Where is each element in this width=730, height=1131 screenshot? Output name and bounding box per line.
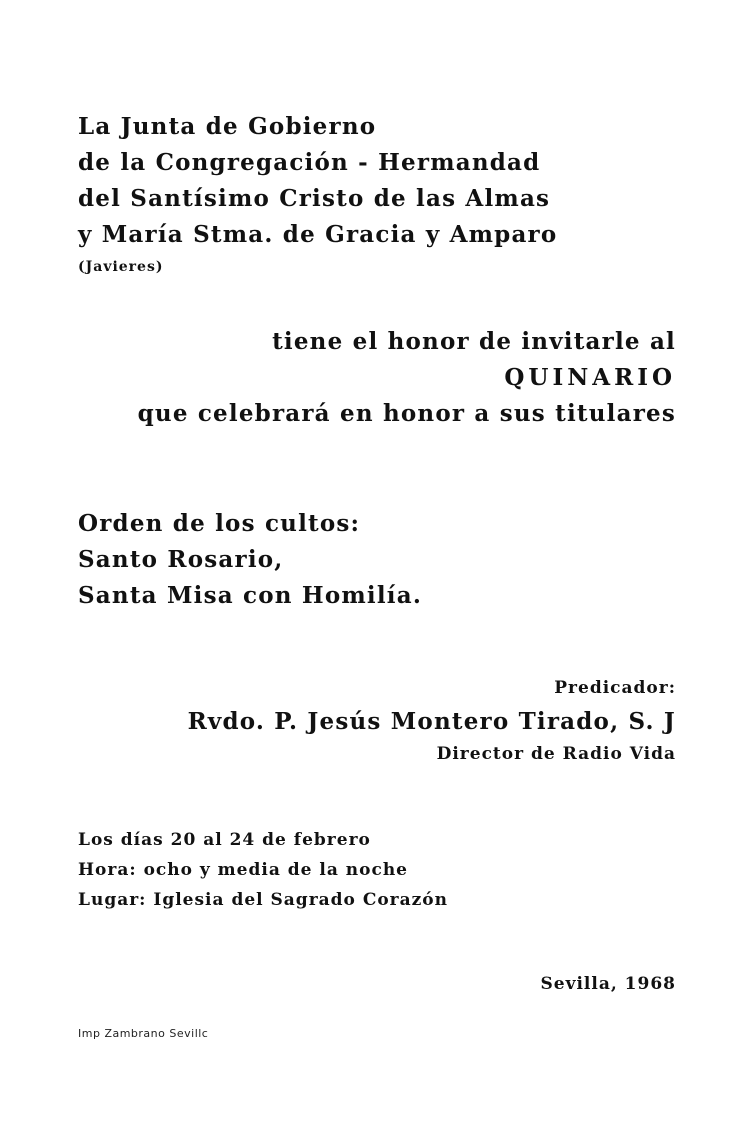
event-title: QUINARIO xyxy=(504,364,676,391)
header-line-1: La Junta de Gobierno xyxy=(78,113,377,140)
preacher-role: Director de Radio Vida xyxy=(436,744,676,764)
city-year: Sevilla, 1968 xyxy=(540,974,676,994)
invitation-line-3: que celebrará en honor a sus titulares xyxy=(137,400,676,427)
header-line-2: de la Congregación - Hermandad xyxy=(78,149,541,176)
worship-heading: Orden de los cultos: xyxy=(78,510,361,537)
worship-item-rosary: Santo Rosario, xyxy=(78,546,284,573)
invitation-line-1: tiene el honor de invitarle al xyxy=(272,328,676,355)
worship-item-mass: Santa Misa con Homilía. xyxy=(78,582,423,609)
preacher-name: Rvdo. P. Jesús Montero Tirado, S. J xyxy=(187,708,676,735)
header-note: (Javieres) xyxy=(78,259,164,275)
preacher-label: Predicador: xyxy=(554,678,676,698)
header-line-4: y María Stma. de Gracia y Amparo xyxy=(78,221,558,248)
header-line-3: del Santísimo Cristo de las Almas xyxy=(78,185,551,212)
event-dates: Los días 20 al 24 de febrero xyxy=(78,830,371,850)
event-place: Lugar: Iglesia del Sagrado Corazón xyxy=(78,890,449,910)
printer-imprint: Imp Zambrano Sevillc xyxy=(78,1027,209,1040)
event-time: Hora: ocho y media de la noche xyxy=(78,860,408,880)
